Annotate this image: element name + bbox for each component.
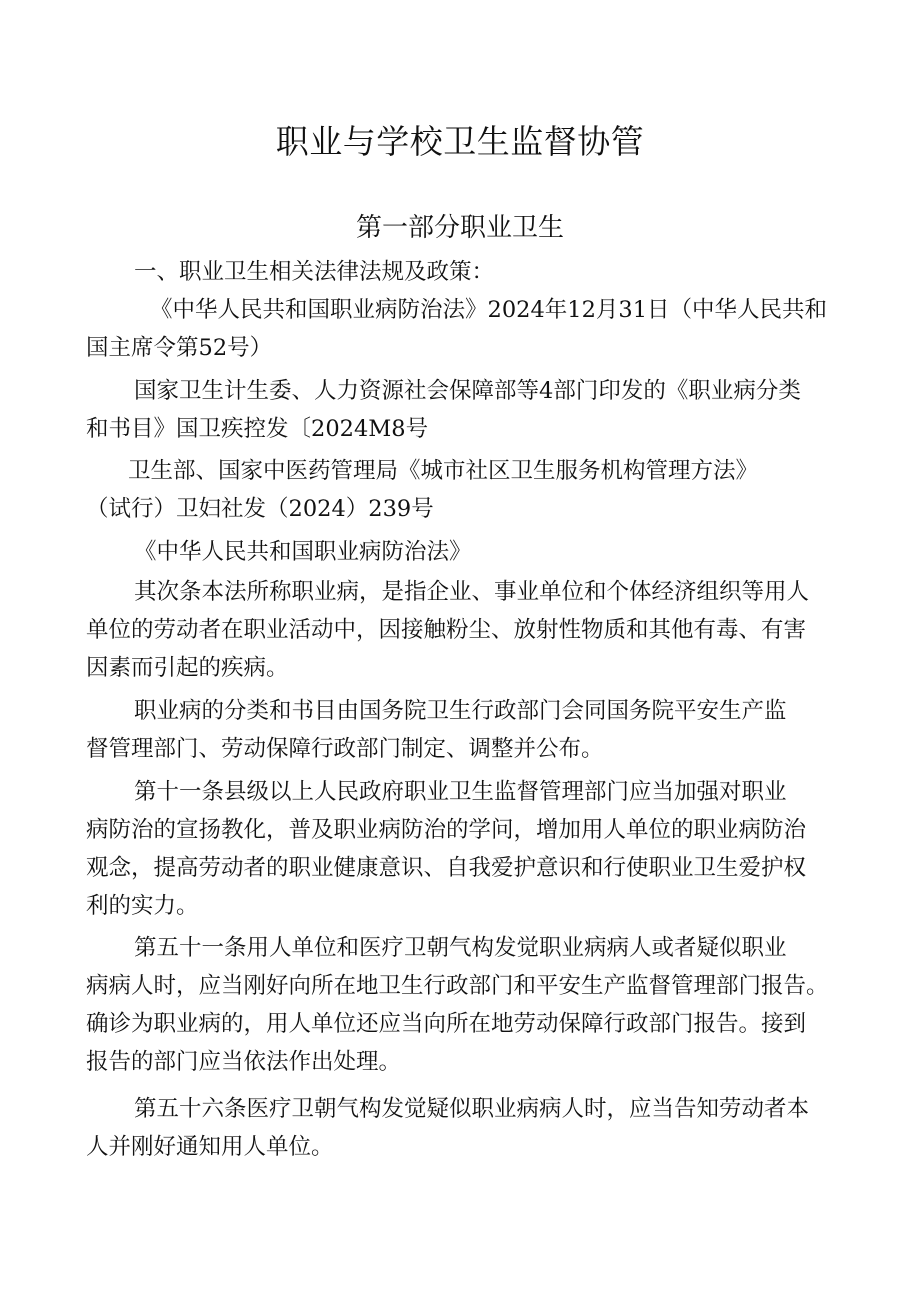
text-line: 第五十一条用人单位和医疗卫朝气构发觉职业病病人或者疑似职业 [134,935,787,961]
text-line: 因素而引起的疾病。 [86,655,289,681]
section-heading: 第一部分职业卫生 [355,213,564,243]
text-line: （试行）卫妇社发（2024）239号 [86,496,434,522]
text-line: 国家卫生计生委、人力资源社会保障部等4部门印发的《职业病分类 [134,378,801,404]
text-line: 一、职业卫生相关法律法规及政策： [134,259,495,285]
text-line: 督管理部门、劳动保障行政部门制定、调整并公布。 [86,736,604,762]
text-line: 其次条本法所称职业病，是指企业、事业单位和个体经济组织等用人 [134,579,810,605]
text-line: 卫生部、国家中医药管理局《城市社区卫生服务机构管理方法》 [128,458,759,484]
text-line: 职业病的分类和书目由国务院卫生行政部门会同国务院平安生产监 [134,698,787,724]
text-line: 确诊为职业病的，用人单位还应当向所在地劳动保障行政部门报告。接到 [86,1011,807,1037]
text-line: 《中华人民共和国职业病防治法》 [134,539,472,565]
text-line: 观念，提高劳动者的职业健康意识、自我爱护意识和行使职业卫生爱护权 [86,855,807,881]
text-line: 和书目》国卫疾控发〔2024M8号 [86,416,429,442]
text-line: 单位的劳动者在职业活动中，因接触粉尘、放射性物质和其他有毒、有害 [86,617,807,643]
text-line: 人并刚好通知用人单位。 [86,1134,334,1160]
text-line: 病防治的宣扬教化，普及职业病防治的学问，增加用人单位的职业病防治 [86,817,807,843]
text-line: 国主席令第52号） [86,335,273,361]
text-line: 《中华人民共和国职业病防治法》2024年12月31日（中华人民共和 [150,297,828,323]
text-line: 报告的部门应当依法作出处理。 [86,1049,402,1075]
document-title: 职业与学校卫生监督协管 [275,122,645,161]
text-line: 病病人时，应当刚好向所在地卫生行政部门和平安生产监督管理部门报告。 [86,973,829,999]
text-line: 第十一条县级以上人民政府职业卫生监督管理部门应当加强对职业 [134,779,787,805]
text-line: 第五十六条医疗卫朝气构发觉疑似职业病病人时，应当告知劳动者本 [134,1096,810,1122]
text-line: 利的实力。 [86,893,199,919]
